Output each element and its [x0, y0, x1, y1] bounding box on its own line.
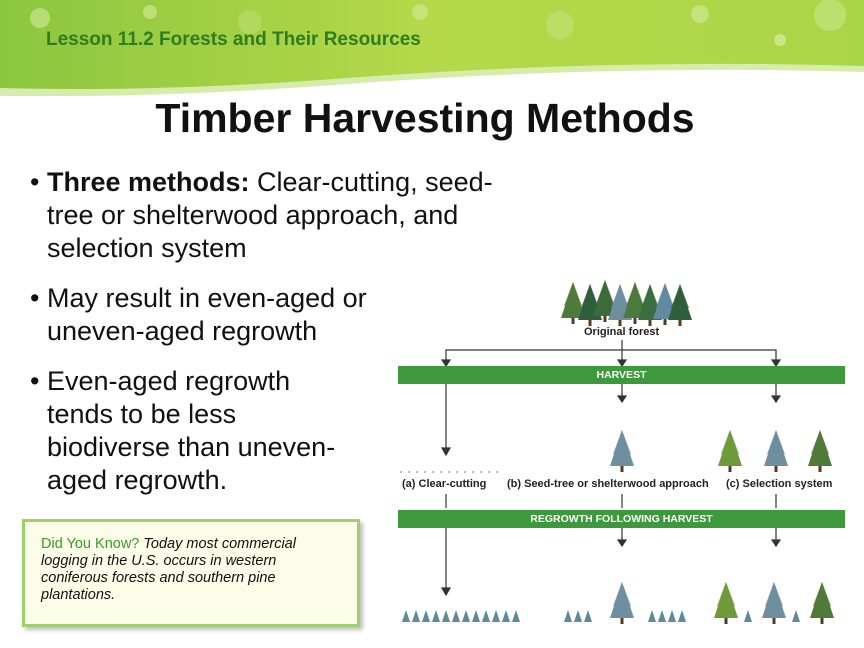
selection-trees [718, 430, 832, 472]
seedtree-regrowth [564, 582, 686, 624]
harvest-diagram [390, 250, 854, 630]
bullet-bold: Three methods: [47, 167, 250, 197]
selection-regrowth [714, 582, 834, 624]
original-forest-trees [561, 280, 692, 326]
clearcut-saplings [402, 610, 520, 622]
method-label-seedtree: (b) Seed-tree or shelterwood approach [507, 478, 709, 490]
original-forest-label: Original forest [584, 326, 660, 338]
bullet-text: May result in even-aged or uneven-aged regrowth [47, 283, 367, 346]
did-you-know-lead: Did You Know? [41, 536, 140, 552]
bullet-dot: • [30, 366, 40, 396]
bullet-item [30, 365, 350, 497]
did-you-know-body: Today most commercial logging in the U.S. occurs in western coniferous forests and southern pine plantations. [41, 536, 296, 603]
regrowth-arrows [442, 494, 780, 595]
harvest-label: HARVEST [596, 369, 647, 381]
slide-title: Timber Harvesting Methods [155, 95, 695, 141]
harvest-diagram-graphics [390, 250, 854, 630]
method-label-clearcut: (a) Clear-cutting [402, 478, 487, 490]
header-banner [0, 0, 864, 96]
bullet-dot: • [30, 283, 40, 313]
method-label-selection: (c) Selection system [726, 478, 833, 490]
did-you-know-box [22, 519, 360, 627]
bullet-text: Clear-cutting, seed-tree or shelterwood approach, and selection system [47, 167, 493, 263]
seed-tree [610, 430, 634, 472]
lesson-title: Lesson 11.2 Forests and Their Resources [46, 29, 421, 50]
split-arrows [442, 340, 780, 366]
bullet-item [30, 282, 380, 348]
bullet-text: Even-aged regrowth tends to be less biodiverse than uneven-aged regrowth. [47, 366, 336, 495]
regrowth-label: REGROWTH FOLLOWING HARVEST [530, 513, 713, 525]
bullet-dot: • [30, 167, 40, 197]
